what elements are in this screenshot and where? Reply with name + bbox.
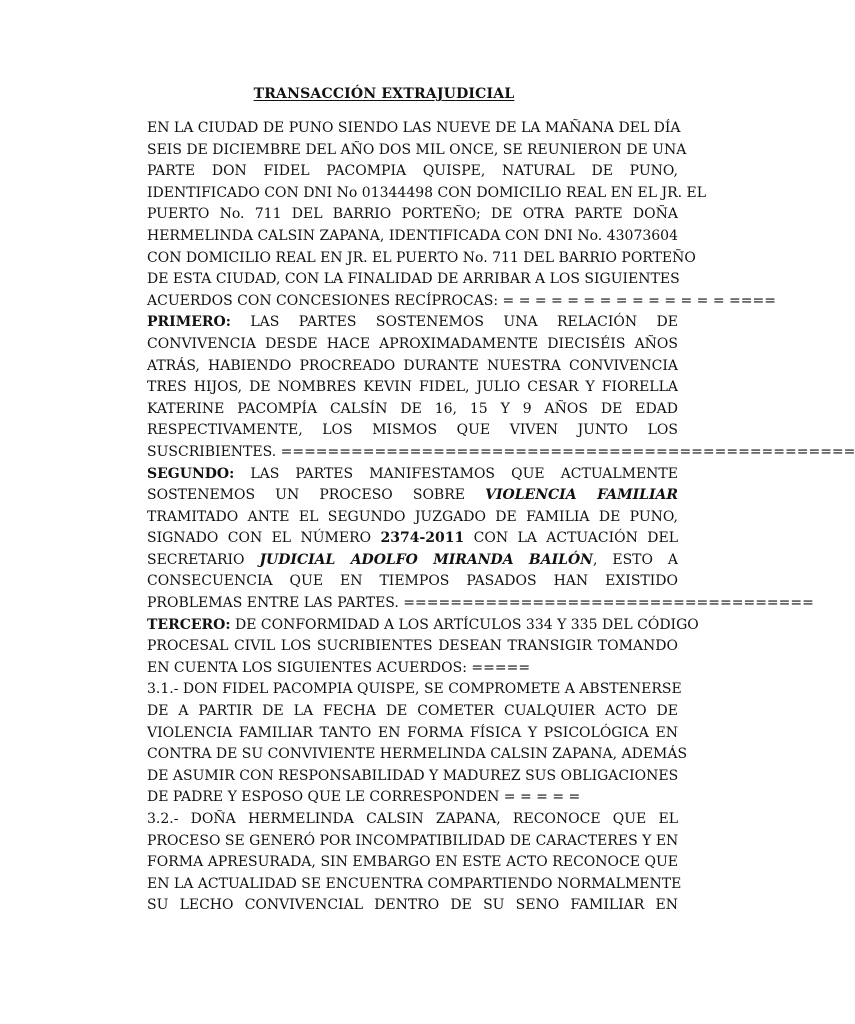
line-text: PARTE DON FIDEL PACOMPIA QUISPE, NATURAL DE PUNO,: [147, 163, 678, 180]
line-text: SIGNADO CON EL NÚMERO: [147, 530, 381, 547]
document-line: [147, 766, 678, 788]
line-text: CONVIVENCIA DESDE HACE APROXIMADAMENTE DIECISÉIS AÑOS: [147, 335, 678, 352]
document-line: [147, 528, 678, 550]
emphasized-text: SEGUNDO:: [147, 465, 235, 482]
document-line: [147, 723, 678, 745]
document-line: [147, 356, 678, 378]
line-text: PROCESAL CIVIL LOS SUCRIBIENTES DESEAN TRANSIGIR TOMANDO: [147, 638, 678, 655]
line-text: SOSTENEMOS UN PROCESO SOBRE: [147, 487, 486, 504]
line-text: PROBLEMAS ENTRE LAS PARTES. ===================================: [147, 595, 814, 612]
document-line: [147, 226, 678, 248]
line-text: KATERINE PACOMPÍA CALSÍN DE 16, 15 Y 9 AÑOS DE EDAD: [147, 400, 678, 417]
line-text: ACUERDOS CON CONCESIONES RECÍPROCAS: = = = = = = = = = = = = = = ====: [147, 292, 776, 309]
line-text: CONTRA DE SU CONVIVIENTE HERMELINDA CALSIN ZAPANA, ADEMÁS: [147, 746, 688, 763]
line-text: LAS PARTES MANIFESTAMOS QUE ACTUALMENTE: [234, 465, 678, 482]
document-line: [147, 895, 678, 917]
line-text: 3.1.- DON FIDEL PACOMPIA QUISPE, SE COMPROMETE A ABSTENERSE: [147, 681, 682, 698]
document-line: [147, 269, 678, 291]
line-text: 3.2.- DOÑA HERMELINDA CALSIN ZAPANA, RECONOCE QUE EL: [147, 811, 678, 827]
line-text: FORMA APRESURADA, SIN EMBARGO EN ESTE ACTO RECONOCE QUE: [147, 854, 678, 871]
document-line: [147, 485, 678, 507]
document-line: [147, 593, 814, 615]
document-line: [147, 377, 678, 399]
line-text: IDENTIFICADO CON DNI No 01344498 CON DOMICILIO REAL EN EL JR. EL: [147, 184, 707, 201]
document-line: [147, 571, 678, 593]
line-text: HERMELINDA CALSIN ZAPANA, IDENTIFICADA CON DNI No. 43073604: [147, 227, 678, 244]
line-text: EN LA CIUDAD DE PUNO SIENDO LAS NUEVE DE LA MAÑANA DEL DÍA: [147, 120, 681, 136]
document-line: [147, 140, 687, 162]
document-line: [147, 161, 678, 183]
line-text: TRES HIJOS, DE NOMBRES KEVIN FIDEL, JULIO CESAR Y FIORELLA: [147, 379, 678, 396]
line-text: VIOLENCIA FAMILIAR TANTO EN FORMA FÍSICA Y PSICOLÓGICA EN: [147, 724, 678, 741]
document-line: [147, 658, 678, 680]
document-line: [147, 831, 678, 853]
document-line: [147, 507, 678, 529]
line-text: DE CONFORMIDAD A LOS ARTÍCULOS 334 Y 335 DEL CÓDIGO: [230, 616, 699, 633]
document-line: [147, 701, 678, 723]
document-line: [147, 334, 678, 356]
line-text: DE PADRE Y ESPOSO QUE LE CORRESPONDEN = = = = =: [147, 789, 581, 806]
document-line: [147, 183, 707, 205]
emphasized-text: JUDICIAL ADOLFO MIRANDA BAILÓN: [259, 551, 593, 568]
emphasized-text: PRIMERO:: [147, 314, 231, 331]
line-text: SEIS DE DICIEMBRE DEL AÑO DOS MIL ONCE, SE REUNIERON DE UNA: [147, 141, 687, 158]
document-line: [147, 464, 678, 486]
document-line: [147, 118, 681, 140]
line-text: CONSECUENCIA QUE EN TIEMPOS PASADOS HAN EXISTIDO: [147, 573, 678, 590]
document-line: [147, 291, 776, 313]
line-text: DE A PARTIR DE LA FECHA DE COMETER CUALQUIER ACTO DE: [147, 703, 678, 720]
line-text: ATRÁS, HABIENDO PROCREADO DURANTE NUESTRA CONVIVENCIA: [147, 357, 678, 374]
document-line: [147, 874, 682, 896]
document-line: [147, 636, 678, 658]
line-text: SU LECHO CONVIVENCIAL DENTRO DE SU SENO FAMILIAR EN: [147, 897, 678, 914]
line-text: DE ESTA CIUDAD, CON LA FINALIDAD DE ARRIBAR A LOS SIGUIENTES: [147, 271, 680, 288]
document-line: [147, 787, 678, 809]
line-text: TRAMITADO ANTE EL SEGUNDO JUZGADO DE FAMILIA DE PUNO,: [147, 508, 678, 525]
line-text: PROCESO SE GENERÓ POR INCOMPATIBILIDAD DE CARACTERES Y EN: [147, 832, 679, 849]
document-line: [147, 420, 678, 442]
document-line: [147, 809, 678, 831]
line-text: , ESTO A: [592, 551, 678, 568]
document-body: [147, 118, 855, 917]
line-text: EN LA ACTUALIDAD SE ENCUENTRA COMPARTIENDO NORMALMENTE: [147, 875, 682, 892]
line-text: CON DOMICILIO REAL EN JR. EL PUERTO No. 711 DEL BARRIO PORTEÑO: [147, 249, 696, 266]
line-text: DE ASUMIR CON RESPONSABILIDAD Y MADUREZ SUS OBLIGACIONES: [147, 767, 679, 784]
line-text: SECRETARIO: [147, 551, 260, 568]
document-line: [147, 442, 855, 464]
document-line: [147, 744, 688, 766]
document-line: [147, 852, 678, 874]
document-line: [147, 204, 678, 226]
emphasized-text: TERCERO:: [147, 616, 231, 633]
document-title: TRANSACCIÓN EXTRAJUDICIAL: [253, 86, 515, 102]
line-text: CON LA ACTUACIÓN DEL: [464, 530, 678, 547]
document-line: [147, 679, 682, 701]
line-text: SUSCRIBIENTES. =================================================: [147, 443, 855, 460]
document-line: [147, 312, 678, 334]
line-text: PUERTO No. 711 DEL BARRIO PORTEÑO; DE OTRA PARTE DOÑA: [147, 206, 678, 223]
line-text: EN CUENTA LOS SIGUIENTES ACUERDOS: =====: [147, 659, 531, 676]
line-text: RESPECTIVAMENTE, LOS MISMOS QUE VIVEN JUNTO LOS: [147, 422, 678, 439]
document-line: [147, 550, 678, 572]
document-line: [147, 615, 699, 637]
line-text: LAS PARTES SOSTENEMOS UNA RELACIÓN DE: [230, 314, 678, 331]
emphasized-text: 2374-2011: [380, 530, 465, 547]
emphasized-text: VIOLENCIA FAMILIAR: [485, 487, 679, 504]
document-line: [147, 248, 696, 270]
document-line: [147, 399, 678, 421]
